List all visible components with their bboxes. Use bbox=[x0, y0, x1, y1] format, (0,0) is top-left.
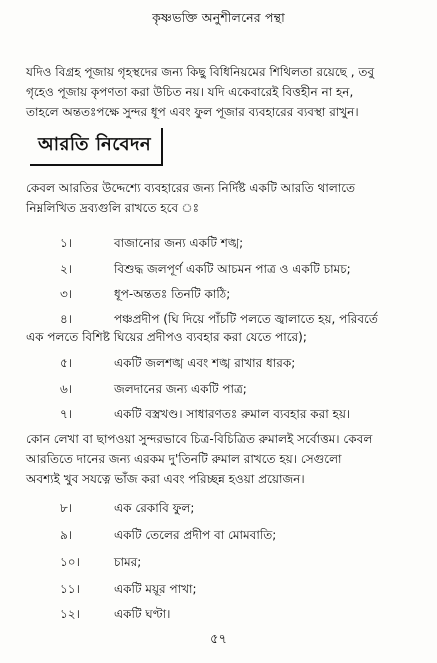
list-item bbox=[60, 354, 420, 372]
item-7-line-2: আরতিতে দানের জন্য এরকম দু'তিনটি রুমাল রাখতে হয়। সেগুলো bbox=[26, 452, 342, 466]
lead-paragraph bbox=[26, 178, 426, 218]
list-item bbox=[60, 234, 420, 252]
running-head: কৃষ্ণভক্তি অনুশীলনের পন্থা bbox=[152, 10, 285, 25]
list-item bbox=[60, 260, 420, 278]
list-item bbox=[60, 285, 420, 303]
list-item bbox=[60, 405, 420, 423]
item-number: ১। bbox=[60, 236, 73, 250]
item-number: ২। bbox=[60, 262, 73, 276]
list-item bbox=[60, 553, 420, 571]
item-text: একটি ঘণ্টা। bbox=[114, 607, 171, 621]
item-7-continuation bbox=[26, 429, 426, 489]
intro-line-2: গৃহেও পূজায় কৃপণতা করা উচিত নয়। যদি একেবারেই বিত্তহীন না হন, bbox=[26, 85, 354, 99]
item-text: চামর; bbox=[114, 555, 142, 569]
lead-line-2: নিম্নলিখিত দ্রব্যগুলি রাখতে হবে ঃ bbox=[26, 201, 200, 215]
item-4-continuation: এক পলতে বিশিষ্ট ঘিয়ের প্রদীপও ব্যবহার করা যেতে পারে); bbox=[26, 330, 307, 344]
item-text: ধূপ-অন্ততঃ তিনটি কাঠি; bbox=[114, 287, 231, 301]
list-item bbox=[60, 605, 420, 623]
item-text: এক রেকাবি ফুল; bbox=[114, 501, 195, 515]
item-number: ৮। bbox=[60, 501, 73, 515]
item-number: ৩। bbox=[60, 287, 73, 301]
item-number: ৫। bbox=[60, 356, 73, 370]
item-number: ৯। bbox=[60, 528, 73, 542]
item-text: একটি তেলের প্রদীপ বা মোমবাতি; bbox=[114, 528, 277, 542]
item-number: ৭। bbox=[60, 407, 73, 421]
item-number: ১০। bbox=[60, 555, 80, 569]
item-text: জলদানের জন্য একটি পাত্র; bbox=[114, 382, 247, 396]
list-item bbox=[60, 380, 420, 398]
intro-paragraph bbox=[26, 62, 426, 122]
list-item bbox=[60, 310, 420, 328]
list-item bbox=[60, 499, 420, 517]
item-7-line-3: অবশ্যই খুব সযত্নে ভাঁজ করা এবং পরিচ্ছন্ন হওয়া প্রয়োজন। bbox=[26, 472, 305, 486]
intro-line-3: তাহলে অন্ততঃপক্ষে সুন্দর ধূপ এবং ফুল পূজার ব্যবহারের ব্যবস্থা রাখুন। bbox=[26, 105, 359, 119]
item-number: ১২। bbox=[60, 607, 80, 621]
item-text: পঞ্চপ্রদীপ (ঘি দিয়ে পাঁচটি পলতে জ্বালাতে হয়, পরিবর্তে bbox=[114, 312, 378, 326]
item-text: বাজানোর জন্য একটি শঙ্খ; bbox=[114, 236, 244, 250]
lead-line-1: কেবল আরতির উদ্দেশ্যে ব্যবহারের জন্য নির্দিষ্ট একটি আরতি থালাতে bbox=[26, 181, 356, 195]
item-7-line-1: কোন লেখা বা ছাপওয়া সুন্দরভাবে চিত্র-বিচিত্রিত রুমালই সর্বোত্তম। কেবল bbox=[26, 432, 373, 446]
item-number: ৬। bbox=[60, 382, 73, 396]
section-heading: আরতি নিবেদন bbox=[30, 128, 163, 166]
item-text: বিশুদ্ধ জলপূর্ণ একটি আচমন পাত্র ও একটি চামচ; bbox=[114, 262, 351, 276]
page-number: ৫৭ bbox=[210, 632, 227, 647]
item-number: ১১। bbox=[60, 582, 80, 596]
item-text: একটি বস্ত্রখণ্ড। সাধারণতঃ রুমাল ব্যবহার করা হয়। bbox=[114, 407, 351, 421]
item-number: ৪। bbox=[60, 312, 73, 326]
item-text: একটি জলশঙ্খ এবং শঙ্খ রাখার ধারক; bbox=[114, 356, 296, 370]
list-item bbox=[60, 580, 420, 598]
list-item bbox=[60, 526, 420, 544]
intro-line-1: যদিও বিগ্রহ পূজায় গৃহস্থদের জন্য কিছু বিধিনিয়মের শিথিলতা রয়েছে , তবু bbox=[26, 65, 375, 79]
item-text: একটি ময়ূর পাখা; bbox=[114, 582, 197, 596]
